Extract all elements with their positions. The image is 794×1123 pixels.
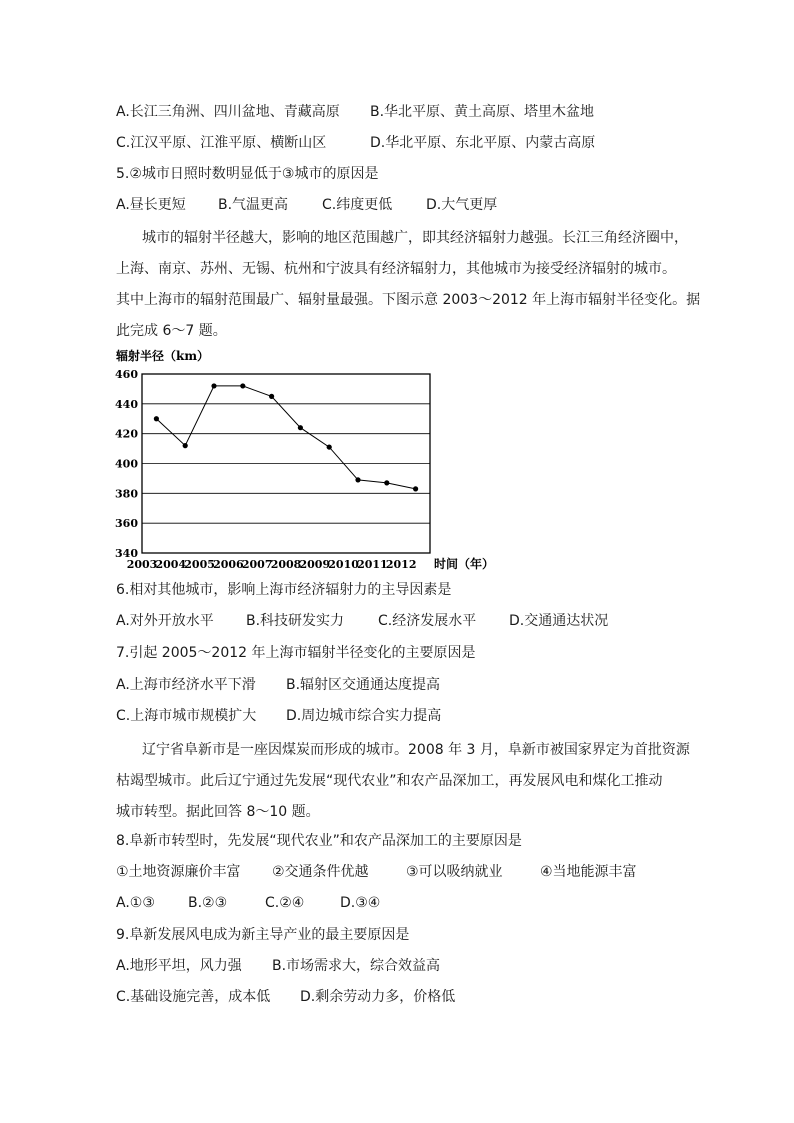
- data-point: [269, 394, 274, 399]
- passage2-line1: 辽宁省阜新市是一座因煤炭而形成的城市。2008 年 3 月，阜新市被国家界定为首批资源: [142, 742, 690, 758]
- passage1-line3: 其中上海市的辐射范围最广、辐射量最强。下图示意 2003～2012 年上海市辐射半径变化。据: [116, 292, 701, 308]
- x-tick-label: 2010: [328, 558, 359, 571]
- x-tick-label: 2007: [241, 558, 273, 571]
- q8-option-b: B.②③: [188, 895, 228, 911]
- q5-option-c: C.纬度更低: [322, 197, 393, 213]
- q8-statements: [116, 862, 637, 882]
- data-point: [211, 383, 216, 388]
- data-point: [154, 416, 159, 421]
- q8-statement-4: ④当地能源丰富: [540, 864, 637, 880]
- x-tick-label: 2011: [357, 558, 388, 571]
- q7-stem: 7.引起 2005～2012 年上海市辐射半径变化的主要原因是: [116, 645, 476, 661]
- y-tick-label: 400: [115, 457, 138, 471]
- q7-options-row2: [116, 706, 441, 726]
- q9-option-c: C.基础设施完善，成本低: [116, 989, 271, 1005]
- q9-option-a: A.地形平坦，风力强: [116, 958, 242, 974]
- q8-stem: 8.阜新市转型时，先发展“现代农业”和农产品深加工的主要原因是: [116, 833, 522, 849]
- q8-option-c: C.②④: [265, 895, 305, 911]
- q9-options-row2: [116, 987, 455, 1007]
- q6-option-b: B.科技研发实力: [246, 613, 345, 629]
- q7-option-c: C.上海市城市规模扩大: [116, 708, 257, 724]
- y-tick-label: 420: [115, 427, 138, 441]
- passage2-line2: 枯竭型城市。此后辽宁通过先发展“现代农业”和农产品深加工，再发展风电和煤化工推动: [116, 773, 663, 789]
- data-point: [384, 480, 389, 485]
- data-point: [183, 443, 188, 448]
- q7-options-row1: [116, 675, 440, 695]
- q4-options-row1: [116, 102, 594, 122]
- x-tick-label: 2004: [155, 558, 187, 571]
- data-point: [240, 383, 245, 388]
- y-tick-label: 360: [115, 517, 138, 531]
- x-tick-label: 2003: [126, 558, 158, 571]
- data-point: [413, 486, 418, 491]
- x-tick-label: 2008: [270, 558, 302, 571]
- q5-option-b: B.气温更高: [218, 197, 289, 213]
- q6-option-d: D.交通通达状况: [509, 613, 609, 629]
- q5-option-a: A.昼长更短: [116, 197, 186, 213]
- q5-option-d: D.大气更厚: [426, 197, 498, 213]
- q9-stem: 9.阜新发展风电成为新主导产业的最主要原因是: [116, 927, 410, 943]
- y-tick-label: 380: [115, 487, 138, 501]
- passage1-line2: 上海、南京、苏州、无锡、杭州和宁波具有经济辐射力，其他城市为接受经济辐射的城市。: [116, 261, 676, 277]
- q5-options: [116, 195, 497, 215]
- q4-option-d: D.华北平原、东北平原、内蒙古高原: [370, 135, 596, 151]
- q7-option-b: B.辐射区交通通达度提高: [286, 677, 441, 693]
- x-tick-label: 2009: [299, 558, 331, 571]
- q4-option-a: A.长江三角洲、四川盆地、青藏高原: [116, 104, 340, 120]
- series-line: [156, 386, 415, 489]
- q4-options-row2: [116, 133, 595, 153]
- q7-option-d: D.周边城市综合实力提高: [286, 708, 442, 724]
- y-tick-label: 340: [115, 547, 138, 560]
- q9-options-row1: [116, 956, 440, 976]
- passage2-line3: 城市转型。据此回答 8～10 题。: [116, 804, 320, 820]
- x-tick-label: 2006: [213, 558, 244, 571]
- y-tick-label: 460: [115, 368, 138, 381]
- passage1-line1: 城市的辐射半径越大，影响的地区范围越广，即其经济辐射力越强。长江三角经济圈中，: [142, 230, 688, 246]
- y-axis-label: 辐射半径（km）: [116, 349, 210, 363]
- q8-statement-1: ①土地资源廉价丰富: [116, 864, 241, 880]
- q8-options: [116, 893, 380, 913]
- q4-option-c: C.江汉平原、江淮平原、横断山区: [116, 135, 327, 151]
- passage1-line4: 此完成 6～7 题。: [116, 323, 227, 339]
- q5-stem: 5.②城市日照时数明显低于③城市的原因是: [116, 166, 379, 182]
- data-point: [355, 477, 360, 482]
- q9-option-b: B.市场需求大，综合效益高: [272, 958, 441, 974]
- q8-statement-2: ②交通条件优越: [272, 864, 369, 880]
- q7-option-a: A.上海市经济水平下滑: [116, 677, 256, 693]
- data-point: [298, 425, 303, 430]
- x-axis-label: 时间（年）: [434, 557, 495, 571]
- q9-option-d: D.剩余劳动力多，价格低: [300, 989, 456, 1005]
- q8-statement-3: ③可以吸纳就业: [406, 864, 503, 880]
- q6-option-a: A.对外开放水平: [116, 613, 214, 629]
- x-tick-label: 2005: [184, 558, 215, 571]
- data-point: [327, 444, 332, 449]
- radiation-radius-chart: [112, 344, 512, 576]
- q8-option-d: D.③④: [340, 895, 381, 911]
- q6-option-c: C.经济发展水平: [378, 613, 477, 629]
- q8-option-a: A.①③: [116, 895, 155, 911]
- q6-options: [116, 611, 608, 631]
- q6-stem: 6.相对其他城市，影响上海市经济辐射力的主导因素是: [116, 582, 452, 598]
- q4-option-b: B.华北平原、黄土高原、塔里木盆地: [370, 104, 595, 120]
- x-tick-label: 2012: [385, 558, 417, 571]
- y-tick-label: 440: [115, 397, 138, 411]
